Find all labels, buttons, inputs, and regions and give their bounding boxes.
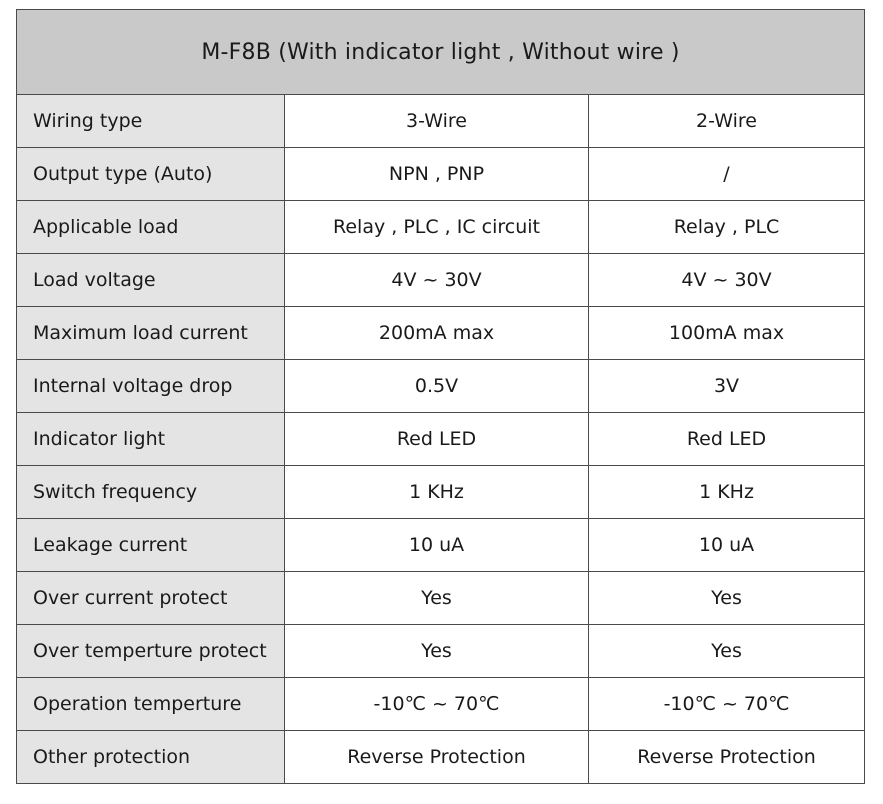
value-3-wire: 200mA max xyxy=(285,307,589,360)
value-2-wire: Yes xyxy=(589,572,865,625)
row-label: Other protection xyxy=(17,731,285,784)
table-row-indicator-light xyxy=(17,413,865,466)
table-row-max-load-current xyxy=(17,307,865,360)
table-row-internal-voltage-drop xyxy=(17,360,865,413)
value-2-wire: -10℃ ~ 70℃ xyxy=(589,678,865,731)
row-label: Leakage current xyxy=(17,519,285,572)
value-2-wire: Relay , PLC xyxy=(589,201,865,254)
row-label: Load voltage xyxy=(17,254,285,307)
value-3-wire: Red LED xyxy=(285,413,589,466)
value-2-wire: 10 uA xyxy=(589,519,865,572)
value-3-wire: NPN , PNP xyxy=(285,148,589,201)
table-row-output-type xyxy=(17,148,865,201)
value-2-wire: 4V ~ 30V xyxy=(589,254,865,307)
value-3-wire: 10 uA xyxy=(285,519,589,572)
value-3-wire: 1 KHz xyxy=(285,466,589,519)
value-2-wire: 1 KHz xyxy=(589,466,865,519)
row-label: Over current protect xyxy=(17,572,285,625)
table-row-applicable-load xyxy=(17,201,865,254)
value-3-wire: Relay , PLC , IC circuit xyxy=(285,201,589,254)
row-label: Output type (Auto) xyxy=(17,148,285,201)
table-row-over-temperture-protect xyxy=(17,625,865,678)
value-2-wire: 3V xyxy=(589,360,865,413)
table-row-load-voltage xyxy=(17,254,865,307)
table-row-switch-frequency xyxy=(17,466,865,519)
table-row-leakage-current xyxy=(17,519,865,572)
row-label: Operation temperture xyxy=(17,678,285,731)
spec-table-container xyxy=(16,9,864,784)
value-3-wire: 4V ~ 30V xyxy=(285,254,589,307)
row-label: Switch frequency xyxy=(17,466,285,519)
value-3-wire: 0.5V xyxy=(285,360,589,413)
title-row xyxy=(17,10,865,95)
table-row-wiring-type xyxy=(17,95,865,148)
row-label: Applicable load xyxy=(17,201,285,254)
row-label: Indicator light xyxy=(17,413,285,466)
row-label: Over temperture protect xyxy=(17,625,285,678)
spec-table xyxy=(16,9,865,784)
value-3-wire: -10℃ ~ 70℃ xyxy=(285,678,589,731)
table-row-operation-temperture xyxy=(17,678,865,731)
row-label: Maximum load current xyxy=(17,307,285,360)
value-2-wire: 2-Wire xyxy=(589,95,865,148)
row-label: Wiring type xyxy=(17,95,285,148)
value-2-wire: Red LED xyxy=(589,413,865,466)
value-2-wire: 100mA max xyxy=(589,307,865,360)
value-2-wire: Yes xyxy=(589,625,865,678)
value-2-wire: Reverse Protection xyxy=(589,731,865,784)
table-title: M-F8B (With indicator light , Without wire ) xyxy=(17,10,865,95)
value-3-wire: Yes xyxy=(285,625,589,678)
row-label: Internal voltage drop xyxy=(17,360,285,413)
value-3-wire: 3-Wire xyxy=(285,95,589,148)
table-row-other-protection xyxy=(17,731,865,784)
value-2-wire: / xyxy=(589,148,865,201)
value-3-wire: Reverse Protection xyxy=(285,731,589,784)
value-3-wire: Yes xyxy=(285,572,589,625)
table-row-over-current-protect xyxy=(17,572,865,625)
